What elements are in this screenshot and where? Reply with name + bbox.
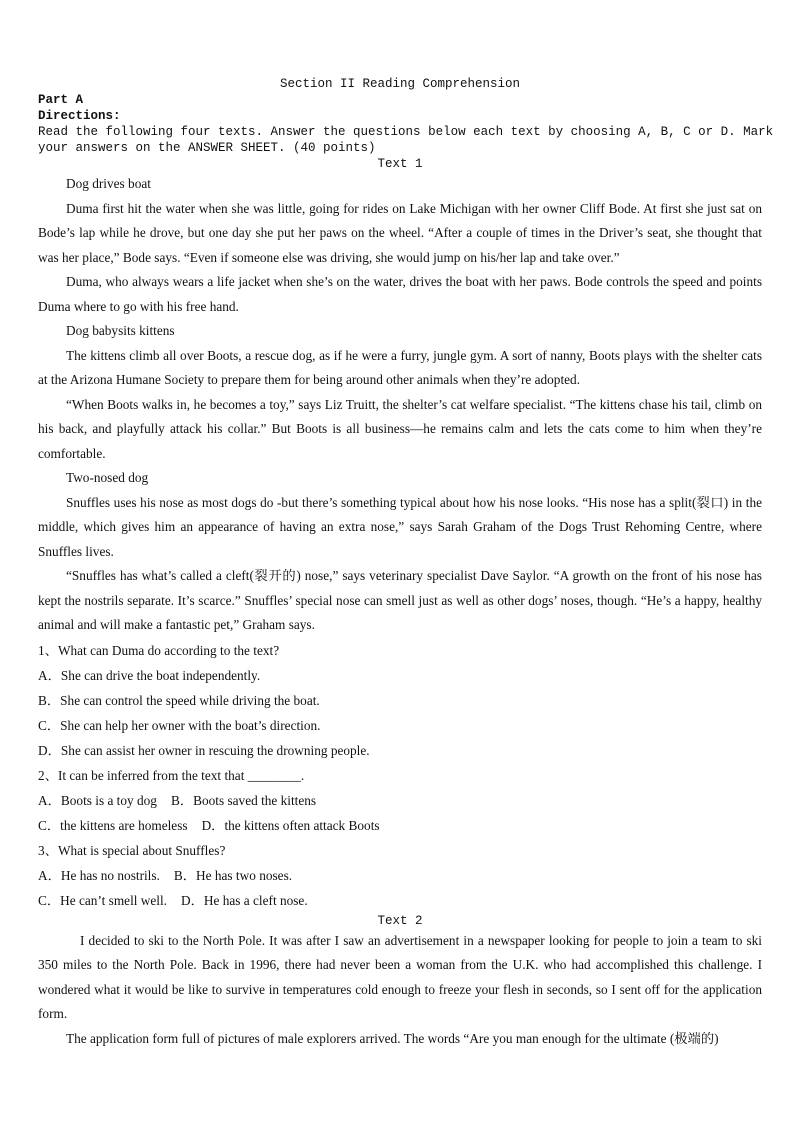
text1-title: Text 1: [377, 157, 423, 171]
answer-option-row: [38, 863, 762, 888]
answer-option: B．Boots saved the kittens: [170, 792, 317, 808]
subheading: Two-nosed dog: [66, 470, 149, 485]
answer-option: A．Boots is a toy dog: [38, 792, 157, 808]
paragraph: The application form full of pictures of male explorers arrived. The words “Are you man enough for the ultimate (极端的): [66, 1030, 719, 1046]
questions-block: [38, 638, 762, 913]
question-stem: 3、What is special about Snuffles?: [38, 842, 226, 858]
text2-title: Text 2: [377, 913, 423, 928]
subheading: Dog babysits kittens: [66, 323, 175, 338]
answer-option: B．She can control the speed while driving the boat.: [38, 692, 320, 708]
question-stem: 1、What can Duma do according to the text?: [38, 642, 280, 658]
directions-line: Read the following four texts. Answer the questions below each text by choosing A, B, C or D. Mark: [38, 125, 774, 139]
answer-option: B．He has two noses.: [173, 867, 293, 883]
paragraph: Duma, who always wears a life jacket when she’s on the water, drives the boat with her paws. Bode controls the speed and points Duma where to go with his free hand.: [38, 274, 762, 314]
question-stem: 2、It can be inferred from the text that ________.: [38, 767, 305, 783]
answer-option: A．He has no nostrils.: [38, 867, 160, 883]
answer-option: C．He can’t smell well.: [38, 892, 168, 908]
paragraph: The kittens climb all over Boots, a rescue dog, as if he were a furry, jungle gym. A sort of nanny, Boots plays with the shelter cats at the Arizona Humane Society to prepare them for being around other animals when they’re adopted.: [38, 347, 762, 387]
answer-option: D．She can assist her owner in rescuing the drowning people.: [38, 742, 370, 758]
answer-option: A．She can drive the boat independently.: [38, 667, 261, 683]
answer-option-row: [38, 813, 762, 838]
answer-option: D．the kittens often attack Boots: [201, 817, 380, 833]
directions-label: Directions:: [38, 109, 121, 123]
answer-option: D．He has a cleft nose.: [181, 892, 308, 908]
paragraph: I decided to ski to the North Pole. It was after I saw an advertisement in a newspaper looking for people to join a team to ski 350 miles to the North Pole. Back in 1996, there had never been a woman from the U.K. who had accomplished this challenge. I wondered what it would be like to survive in temperatures cold enough to freeze your flesh in seconds, so I sent off for the application form.: [38, 932, 762, 1021]
answer-option: C．the kittens are homeless: [38, 817, 188, 833]
paragraph: Duma first hit the water when she was little, going for rides on Lake Michigan with her owner Cliff Bode. At first she just sat on Bode’s lap while he drove, but one day she put her paws on the wheel. “After a couple of times in the Driver’s seat, she thought that was her place,” Bode says. “Even if someone else was driving, she would jump on his/her lap and take over.”: [38, 200, 762, 265]
text2-body: [38, 929, 762, 1052]
answer-option: C．She can help her owner with the boat’s direction.: [38, 717, 321, 733]
subheading: Dog drives boat: [66, 176, 151, 191]
text1-body: [38, 172, 762, 638]
paragraph: “When Boots walks in, he becomes a toy,” says Liz Truitt, the shelter’s cat welfare specialist. “The kittens chase his tail, climb on his back, and playfully attack his collar.” But Boots is all business—he remains calm and lets the cats come to him when they’re comfortable.: [38, 396, 762, 461]
part-heading: Part A: [38, 93, 84, 107]
document-page: [38, 76, 774, 1051]
directions-line: your answers on the ANSWER SHEET. (40 points): [38, 141, 376, 155]
answer-option-row: [38, 788, 762, 813]
paragraph: Snuffles uses his nose as most dogs do -but there’s something typical about how his nose looks. “His nose has a split(裂口) in the middle, which gives him an appearance of having an extra nose,” says Sarah Graham of the Dogs Trust Rehoming Centre, where Snuffles lives.: [38, 494, 762, 559]
answer-option-row: [38, 888, 762, 913]
section-title: Section II Reading Comprehension: [279, 77, 521, 91]
paragraph: “Snuffles has what’s called a cleft(裂开的) nose,” says veterinary specialist Dave Saylor. “A growth on the front of his nose has kept the nostrils separate. It’s scarce.” Snuffles’ special nose can smell just as well as other dogs’ noses, though. “He’s a happy, healthy animal and will make a fantastic pet,” Graham says.: [38, 568, 762, 632]
